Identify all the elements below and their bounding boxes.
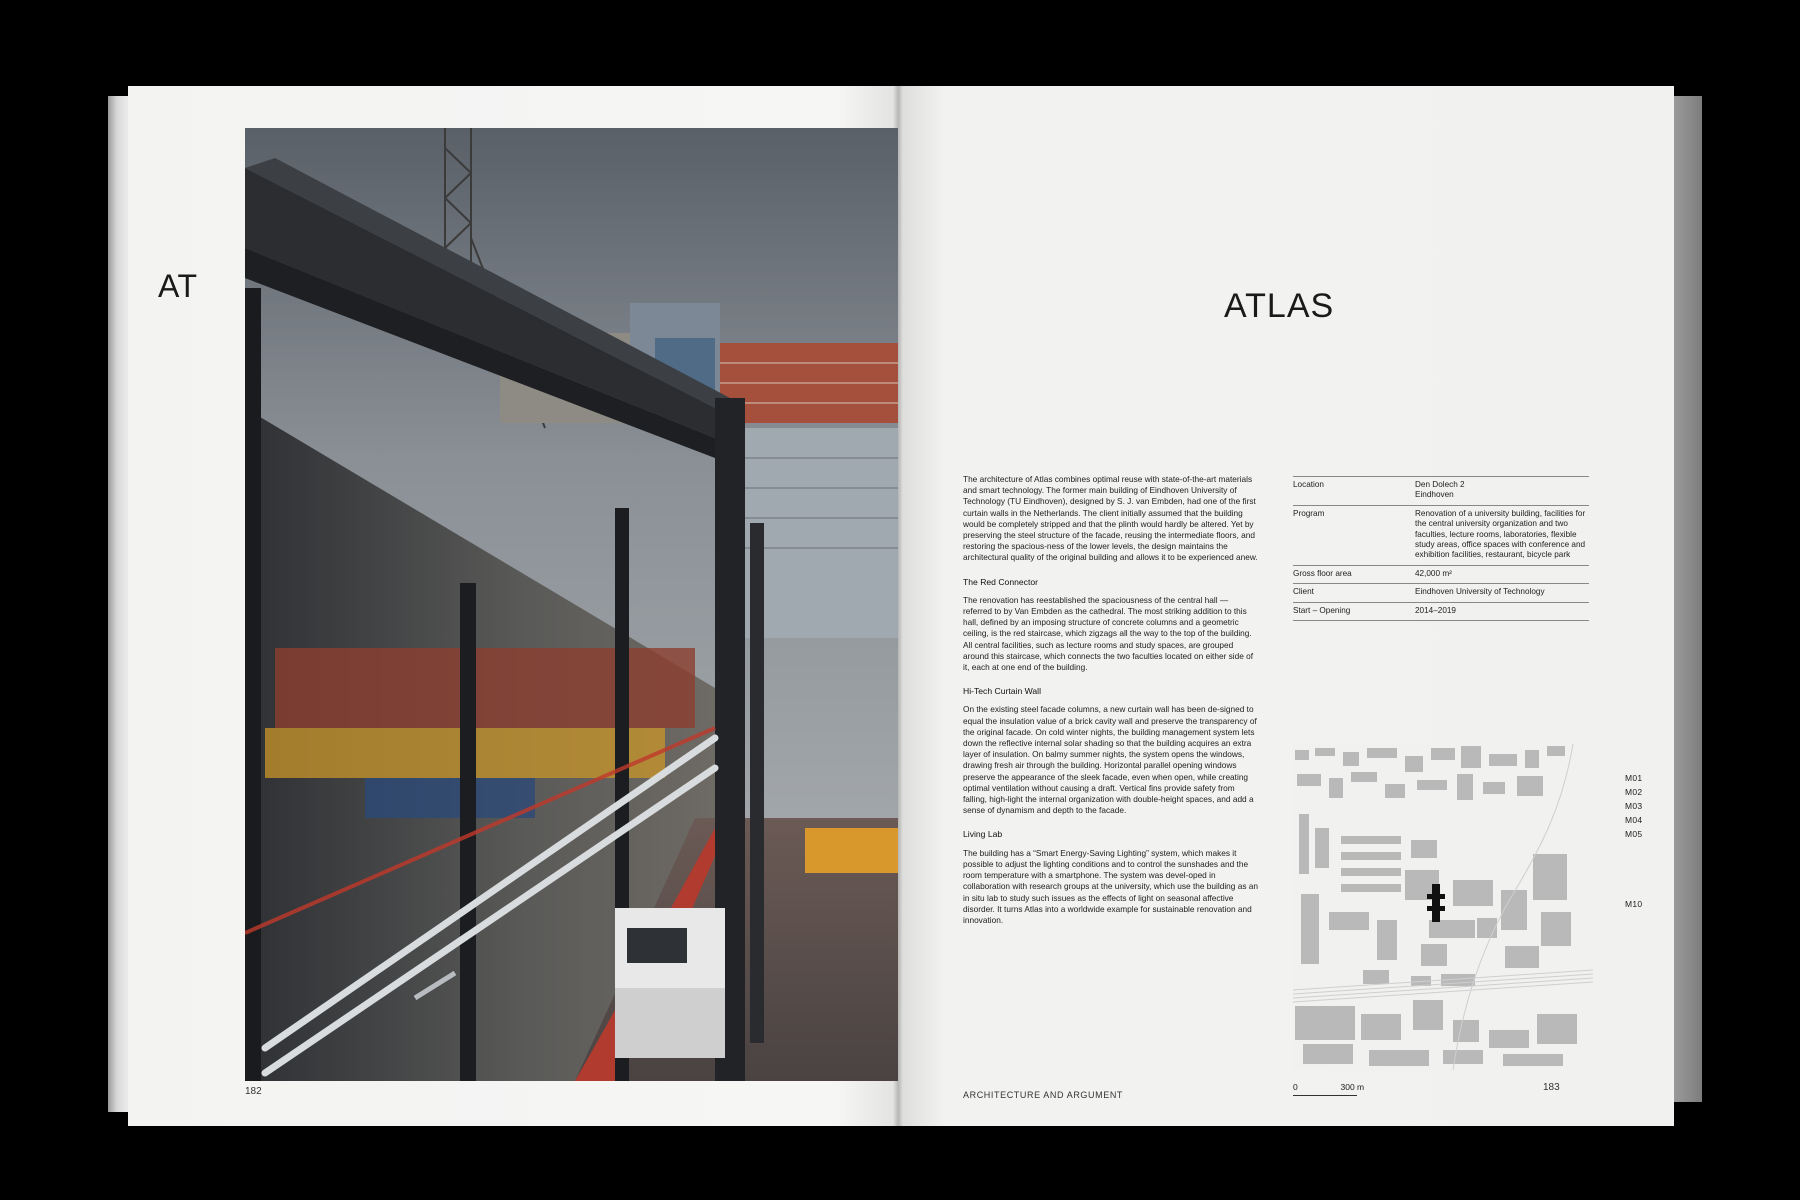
section-paragraph: The building has a “Smart Energy-Saving Lighting” system, which makes it possible to adjust the lighting conditions and to control the sunshades and the room temperature with a smartphone. The system was devel-oped in collaboration with research groups at the university, which use the building as an in situ lab to study such issues as the effects of light on seasonal affective disorder. It turns Atlas into a worldwide example for sustainable renovation and innovation. — [963, 847, 1259, 925]
facts-key: Gross floor area — [1293, 565, 1415, 583]
map-label: M10 — [1625, 899, 1643, 909]
scale-end: 300 m — [1340, 1082, 1365, 1092]
map-label: M04 — [1625, 815, 1643, 825]
facts-row — [1293, 602, 1589, 620]
facts-key: Program — [1293, 505, 1415, 565]
facts-value: Renovation of a university building, facilities for the central university organization and two faculties, lecture rooms, laboratories, flexible study areas, office spaces with conference and exhibition facilities, restaurant, bicycle park — [1415, 505, 1589, 565]
facts-key: Client — [1293, 584, 1415, 602]
section-paragraph: The renovation has reestablished the spaciousness of the central hall — referred to by Van Embden as the cathedral. The most striking addition to this hall, defined by an imposing structure of concrete columns and a geometric ceiling, is the red staircase, which zigzags all the way to the top of the building. All central facilities, such as lecture rooms and study spaces, are grouped around this staircase, which connects the two faculties located on either side of it, each at one end of the building. — [963, 594, 1254, 673]
facts-key: Start – Opening — [1293, 602, 1415, 620]
map-label: M01 — [1625, 773, 1643, 783]
facts-row — [1293, 565, 1589, 583]
section-tab: AT — [158, 268, 198, 304]
section-heading: The Red Connector — [963, 576, 1038, 587]
map-scale — [1293, 1082, 1364, 1092]
map-label: M03 — [1625, 801, 1643, 811]
page-number-right: 183 — [1543, 1082, 1560, 1093]
running-footer: ARCHITECTURE AND ARGUMENT — [963, 1090, 1124, 1100]
map-label: M02 — [1625, 787, 1643, 797]
building-photo — [245, 128, 898, 1081]
facts-value: 2014–2019 — [1415, 602, 1589, 620]
facts-row — [1293, 584, 1589, 602]
section-heading: Hi-Tech Curtain Wall — [963, 686, 1041, 697]
facts-key: Location — [1293, 477, 1415, 506]
project-facts-table — [1293, 476, 1589, 621]
page-title: ATLAS — [1224, 286, 1335, 325]
scale-bar — [1293, 1095, 1357, 1096]
page-number-left: 182 — [245, 1086, 262, 1097]
facts-value: Den Dolech 2 Eindhoven — [1415, 477, 1589, 506]
site-map — [1293, 744, 1593, 1070]
facts-value: 42,000 m² — [1415, 565, 1589, 583]
book-page-edges-right — [1672, 96, 1702, 1102]
section-paragraph: On the existing steel facade columns, a new curtain wall has been de-signed to equal the insulation value of a brick cavity wall and preserve the transparency of the original facade. On cold winter nights, the building management system lets down the reflective internal solar shading so that the building acquires an extra layer of insulation. On balmy summer nights, the system opens the windows, drawing fresh air through the building. Horizontal parallel opening windows preserve the appearance of the sleek facade, even when open, while creating optimal ventilation without causing a draft. Vertical fins provide safety from falling, high-light the internal organization with double-height spaces, and add a sense of dynamism and depth to the facade. — [963, 704, 1257, 816]
facts-value: Eindhoven University of Technology — [1415, 584, 1589, 602]
map-label: M05 — [1625, 829, 1643, 839]
section-heading: Living Lab — [963, 829, 1003, 840]
facts-row — [1293, 477, 1589, 506]
facts-row — [1293, 505, 1589, 565]
intro-paragraph: The architecture of Atlas combines optimal reuse with state-of-the-art materials and smart technology. The former main building of Eindhoven University of Technology (TU Eindhoven), designed by S. J. van Embden, had one of the first curtain walls in the Netherlands. The client initially assumed that the building would be completely stripped and that the plinth would hardly be altered. Yet by preserving the steel structure of the facade, reusing the intermediate floors, and restoring the spacious-ness of the lower levels, the design maintains the architectural quality of the original building and allows it to be experienced anew. — [963, 474, 1258, 563]
body-text-column — [963, 474, 1259, 939]
book-page-edges-left — [108, 96, 130, 1112]
scale-start: 0 — [1293, 1082, 1298, 1092]
